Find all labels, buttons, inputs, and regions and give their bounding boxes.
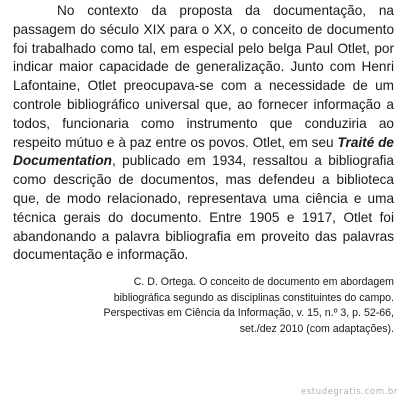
- main-paragraph: [13, 2, 394, 265]
- book-title: Traité de Documentation: [13, 134, 394, 169]
- source-citation: C. D. Ortega. O conceito de documento em abordagem bibliográfica segundo as disciplinas constituintes do campo. Perspectivas em Ciência da Informação, v. 15, n.º 3, p. 52-66, set./dez 2010 (com adaptações).: [103, 276, 394, 335]
- paragraph-text-end: , publicado em 1934, ressaltou a bibliografia como descrição de documentos, mas defendeu a biblioteca que, de modo relacionado, representava uma ciência e uma técnica gerais do documento. Entre 1905 e 1917, Otlet foi abandonando a palavra bibliografia em proveito das palavras documentação e informação.: [13, 153, 394, 263]
- paragraph-text-start: No contexto da proposta da documentação, na passagem do século XIX para o XX, o conceito de documento foi trabalhado como tal, em especial pelo belga Paul Otlet, por indicar maior capacidade de generalização. Junto com Henri Lafontaine, Otlet preocupava-se com a necessidade de um controle bibliográfico universal que, ao fornecer informação a todos, funcionaria como instrumento que conduziria ao respeito mútuo e à paz entre os povos. Otlet, em seu: [13, 3, 394, 150]
- site-watermark: estudegratis.com.br: [300, 387, 398, 397]
